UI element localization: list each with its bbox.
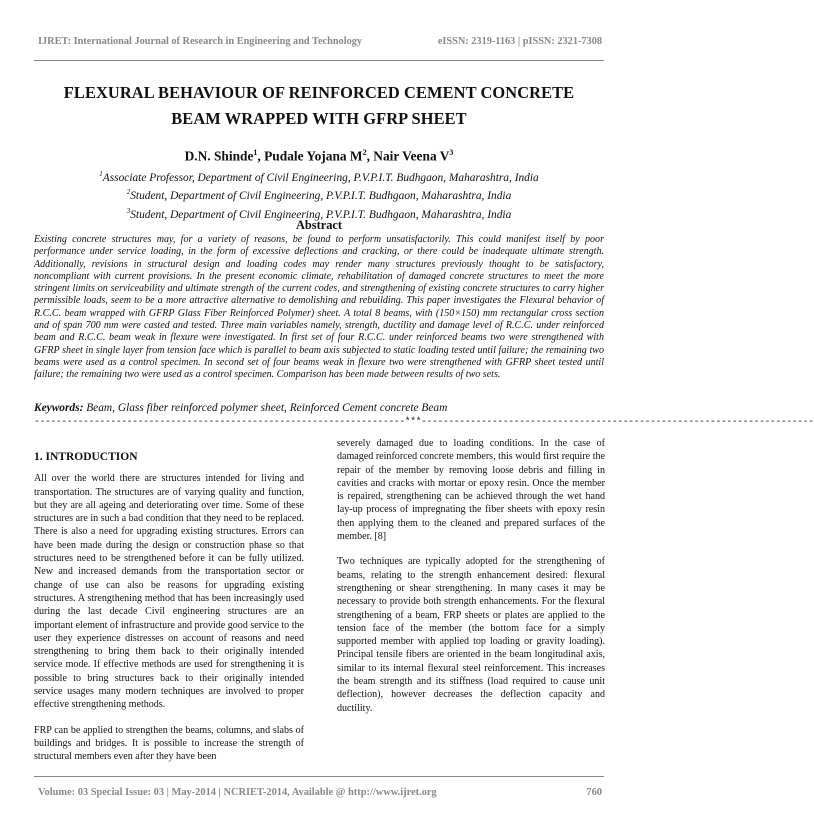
affiliation-line bbox=[30, 185, 608, 203]
author-separator: , bbox=[366, 148, 374, 164]
author-name: Pudale Yojana M bbox=[264, 148, 363, 164]
affiliation-superscript: 3 bbox=[126, 206, 131, 215]
running-header bbox=[32, 36, 606, 52]
right-column bbox=[337, 437, 605, 727]
body-paragraph: severely damaged due to loading conditions. In the case of damaged reinforced concrete members, this would first require the repair of the member by removing loose debris and filling in cavities and cracks with mortar or epoxy resin. Once the member is repaired, strengthening can be achieved through the wet hand lay-up process of impregnating the fiber sheets with epoxy resin then applying them to the cleaned and prepared surfaces of the member. [8] bbox=[337, 438, 605, 543]
keywords-label: Keywords: bbox=[34, 402, 84, 414]
left-column bbox=[34, 451, 304, 776]
author-superscript: 3 bbox=[449, 148, 454, 157]
author-list bbox=[30, 148, 608, 164]
affiliation-line bbox=[30, 167, 608, 185]
title-line-1: FLEXURAL BEHAVIOUR OF REINFORCED CEMENT CONCRETE bbox=[63, 83, 575, 102]
author-superscript: 2 bbox=[362, 148, 367, 157]
affiliations bbox=[30, 167, 608, 222]
journal-name: IJRET: International Journal of Research in Engineering and Technology bbox=[38, 36, 363, 47]
author-superscript: 1 bbox=[253, 148, 258, 157]
issn-info: eISSN: 2319-1163 | pISSN: 2321-7308 bbox=[437, 36, 602, 47]
affiliation-text: Associate Professor, Department of Civil Engineering, P.V.P.I.T. Budhgaon, Maharashtra, India bbox=[102, 171, 539, 184]
author-name: D.N. Shinde bbox=[184, 148, 254, 164]
paper-title bbox=[30, 80, 608, 132]
affiliation-superscript: 1 bbox=[99, 170, 103, 178]
body-paragraph: All over the world there are structures intended for living and transportation. The structures are of varying quality and function, but they are all ageing and deteriorating over time. Some of these structures are in such a bad condition that they need to be replaced. There is also a need for upgrading existing structures. Errors can have been made during the design or construction phase so that structures need to be strengthened before it can be fully utilized. New and increased demands from the transportation sector or change of use can also be reasons for upgrading existing structures. A strengthening method that has been increasingly used during the last decade Civil engineering structures are an important element of infrastructure and provide good service to the user they experience distresses on account of reasons and need strengthening to bring them back to their originally intended service mode. If effective methods are used for strengthening it is possible to bring structures back to their originally intended service usages many modern techniques are involved to proper effective strengthening methods. bbox=[34, 473, 304, 711]
abstract-heading: Abstract bbox=[295, 218, 343, 232]
section-heading: 1. INTRODUCTION bbox=[34, 451, 138, 463]
abstract-text: Existing concrete structures may, for a variety of reasons, be found to perform unsatisfactorily. This could manifest itself by poor performance under service loading, in the form of excessive deflections and cracking, or there could be inadequate ultimate strength. Additionally, revisions in structural design and loading codes may render many structures previously thought to be satisfactory, noncompliant with current provisions. In the present economic climate, rehabilitation of damaged concrete structures to meet the more stringent limits on serviceability and ultimate strength of the current codes, and strengthening of existing concrete structures to carry higher permissible loads, seem to be a more attractive alternative to demolishing and rebuilding. This paper investigates the Flexural behavior of R.C.C. beam wrapped with GFRP Glass Fiber Reinforced Polymer) sheet. A total 8 beams, with (150×150) mm rectangular cross section and of span 700 mm were casted and tested. Three main variables namely, strength, ductility and damage level of R.C.C. under reinforced beam and R.C.C. beam weak in flexure were investigated. In first set of four R.C.C. under reinforced beams two were strengthened with GFRP sheet in single layer from tension face which is parallel to beam axis subjected to static loading tested until failure; the remaining two beams were used as a control specimen. In second set of four beams weak in flexure two were strengthened with GFRP sheet tested until failure; the remaining two were used as a control specimen. Comparison has been made between results of two sets. bbox=[34, 234, 604, 381]
keywords bbox=[34, 402, 604, 414]
footer-rule bbox=[34, 776, 604, 777]
body-paragraph: FRP can be applied to strengthen the beams, columns, and slabs of buildings and bridges. It is possible to increase the strength of structural members even after they have been bbox=[34, 724, 304, 763]
title-line-2: BEAM WRAPPED WITH GFRP SHEET bbox=[171, 109, 467, 128]
footer-citation: Volume: 03 Special Issue: 03 | May-2014 | NCRIET-2014, Available @ http://www.ijret.org bbox=[38, 787, 437, 798]
header-rule bbox=[34, 60, 604, 61]
keywords-text: Beam, Glass fiber reinforced polymer sheet, Reinforced Cement concrete Beam bbox=[83, 402, 448, 414]
section-separator: --------------------------------------------------------------------***------------------------------------------------------------------------ bbox=[34, 417, 814, 428]
author-separator: , bbox=[257, 148, 265, 164]
author-name: Nair Veena V bbox=[373, 148, 450, 164]
body-paragraph: Two techniques are typically adopted for the strengthening of beams, relating to the strength enhancement desired: flexural strengthening or shear strengthening. In many cases it may be necessary to provide both strength enhancements. For the flexural strengthening of a beam, FRP sheets or plates are applied to the tension face of the member (the bottom face for a simply supported member with applied top loading or gravity loading). Principal tensile fibers are oriented in the beam longitudinal axis, similar to its internal flexural steel reinforcement. This increases the beam strength and its stiffness (load required to cause unit deflection), however decreases the deflection capacity and ductility. bbox=[337, 556, 605, 714]
affiliation-text: Student, Department of Civil Engineering, P.V.P.I.T. Budhgaon, Maharashtra, India bbox=[130, 190, 512, 203]
affiliation-text: Student, Department of Civil Engineering, P.V.P.I.T. Budhgaon, Maharashtra, India bbox=[130, 208, 512, 221]
page-number: 760 bbox=[586, 787, 602, 798]
affiliation-superscript: 2 bbox=[126, 188, 131, 197]
